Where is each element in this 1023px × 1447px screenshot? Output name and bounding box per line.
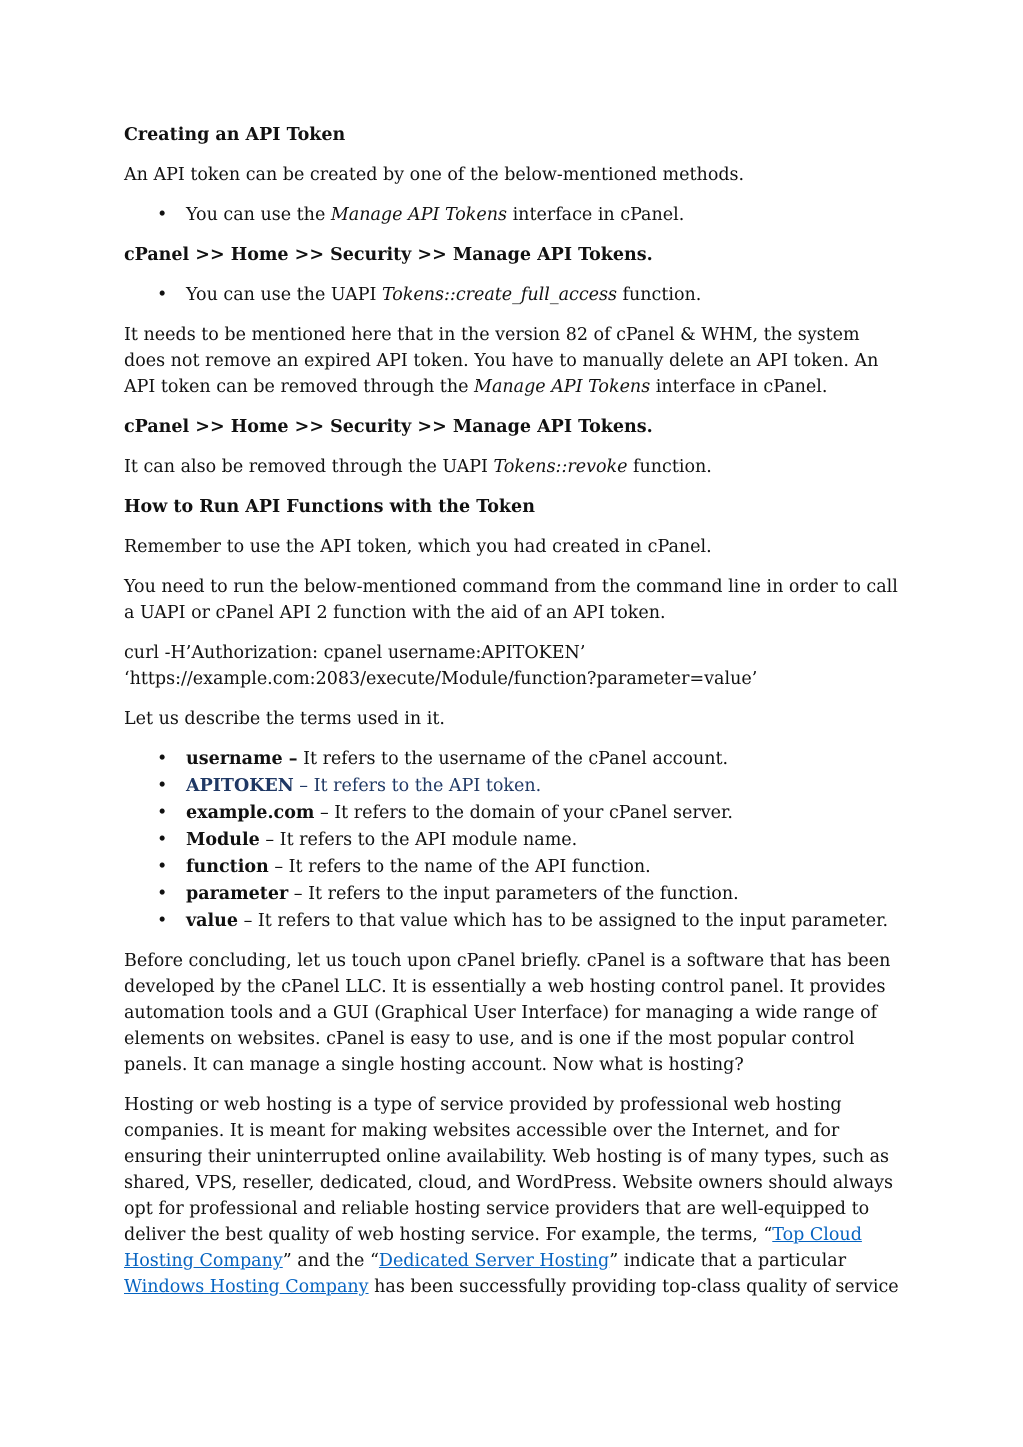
navigation-path-1: cPanel >> Home >> Security >> Manage API Tokens. bbox=[124, 245, 653, 265]
intro-paragraph: An API token can be created by one of the below-mentioned methods. bbox=[124, 165, 745, 185]
term-description: – It refers to the name of the API function. bbox=[268, 857, 651, 877]
bullet-icon: • bbox=[157, 749, 168, 769]
bullet-icon: • bbox=[157, 857, 168, 877]
revoke-emphasis: Tokens::revoke bbox=[493, 457, 628, 477]
section-heading-run-functions: How to Run API Functions with the Token bbox=[124, 497, 535, 517]
term-label: value bbox=[186, 911, 239, 931]
command-line-1: curl -H’Authorization: cpanel username:APITOKEN’ bbox=[124, 643, 586, 663]
term-label: parameter bbox=[186, 884, 289, 904]
term-label: username – bbox=[186, 749, 298, 769]
term-label: function bbox=[186, 857, 269, 877]
bullet-icon: • bbox=[157, 884, 168, 904]
method2-emphasis: Tokens::create_full_access bbox=[381, 285, 617, 305]
expired-suffix: interface in cPanel. bbox=[650, 377, 828, 397]
list-item bbox=[124, 800, 904, 826]
bullet-icon: • bbox=[157, 803, 168, 823]
expired-text: It needs to be mentioned here that in the version 82 of cPanel & WHM, the system does not remove an expired API token. You have to manually delete an API token. An API token can be removed through the bbox=[124, 325, 879, 397]
list-item bbox=[124, 202, 904, 228]
revoke-paragraph bbox=[124, 454, 904, 480]
hosting-mid-2: ” indicate that a particular bbox=[609, 1251, 847, 1271]
hosting-mid-1: ” and the “ bbox=[282, 1251, 379, 1271]
method2-suffix: function. bbox=[616, 285, 702, 305]
method-list-1 bbox=[124, 202, 904, 228]
bullet-icon: • bbox=[157, 285, 168, 305]
revoke-prefix: It can also be removed through the UAPI bbox=[124, 457, 494, 477]
list-item bbox=[124, 908, 904, 934]
list-item bbox=[124, 282, 904, 308]
expired-token-paragraph bbox=[124, 322, 904, 400]
term-description: – It refers to the API module name. bbox=[259, 830, 578, 850]
bullet-icon: • bbox=[157, 830, 168, 850]
bullet-icon: • bbox=[157, 776, 168, 796]
top-cloud-hosting-link[interactable]: Top Cloud Hosting Company bbox=[124, 1225, 862, 1271]
hosting-text: Hosting or web hosting is a type of service provided by professional web hosting companies. It is meant for making websites accessible over the Internet, and for ensuring their uninterrupted online availability. Web hosting is of many types, such as shared, VPS, reseller, dedicated, cloud, and WordPress. Website owners should always opt for professional and reliable hosting service providers that are well-equipped to deliver the best quality of web hosting service. For example, the terms, “ bbox=[124, 1095, 894, 1245]
term-description: – It refers to the API token. bbox=[293, 776, 542, 796]
command-intro-paragraph: You need to run the below-mentioned command from the command line in order to call a UAPI or cPanel API 2 function with the aid of an API token. bbox=[124, 577, 898, 623]
dedicated-server-hosting-link[interactable]: Dedicated Server Hosting bbox=[378, 1251, 610, 1271]
command-line-2: ‘https://example.com:2083/execute/Module/function?parameter=value’ bbox=[124, 669, 758, 689]
remember-paragraph: Remember to use the API token, which you had created in cPanel. bbox=[124, 537, 712, 557]
list-item bbox=[124, 881, 904, 907]
terms-list bbox=[124, 746, 904, 934]
method1-suffix: interface in cPanel. bbox=[507, 205, 685, 225]
method1-emphasis: Manage API Tokens bbox=[330, 205, 508, 225]
bullet-icon: • bbox=[157, 911, 168, 931]
term-description: It refers to the username of the cPanel account. bbox=[297, 749, 729, 769]
term-label: APITOKEN bbox=[186, 776, 294, 796]
term-description: – It refers to the input parameters of the function. bbox=[288, 884, 739, 904]
concluding-paragraph: Before concluding, let us touch upon cPanel briefly. cPanel is a software that has been developed by the cPanel LLC. It is essentially a web hosting control panel. It provides automation tools and a GUI (Graphical User Interface) for managing a wide range of elements on websites. cPanel is easy to use, and is one if the most popular control panels. It can manage a single hosting account. Now what is hosting? bbox=[124, 951, 891, 1075]
bullet-icon: • bbox=[157, 205, 168, 225]
term-description: – It refers to the domain of your cPanel server. bbox=[314, 803, 733, 823]
section-heading-creating-token: Creating an API Token bbox=[124, 125, 346, 145]
revoke-suffix: function. bbox=[627, 457, 712, 477]
document-page bbox=[124, 122, 904, 1314]
hosting-paragraph bbox=[124, 1092, 904, 1300]
term-label: Module bbox=[186, 830, 260, 850]
list-item bbox=[124, 854, 904, 880]
navigation-path-2: cPanel >> Home >> Security >> Manage API Tokens. bbox=[124, 417, 653, 437]
terms-intro-paragraph: Let us describe the terms used in it. bbox=[124, 709, 445, 729]
term-description: – It refers to that value which has to be assigned to the input parameter. bbox=[238, 911, 889, 931]
method2-prefix: You can use the UAPI bbox=[186, 285, 382, 305]
method-list-2 bbox=[124, 282, 904, 308]
method1-prefix: You can use the bbox=[186, 205, 331, 225]
command-example bbox=[124, 640, 904, 692]
list-item bbox=[124, 746, 904, 772]
term-label: example.com bbox=[186, 803, 315, 823]
list-item bbox=[124, 827, 904, 853]
list-item bbox=[124, 773, 904, 799]
windows-hosting-company-link[interactable]: Windows Hosting Company bbox=[124, 1277, 369, 1297]
hosting-tail: has been successfully providing top-class quality of service bbox=[368, 1277, 899, 1297]
expired-emphasis: Manage API Tokens bbox=[474, 377, 651, 397]
